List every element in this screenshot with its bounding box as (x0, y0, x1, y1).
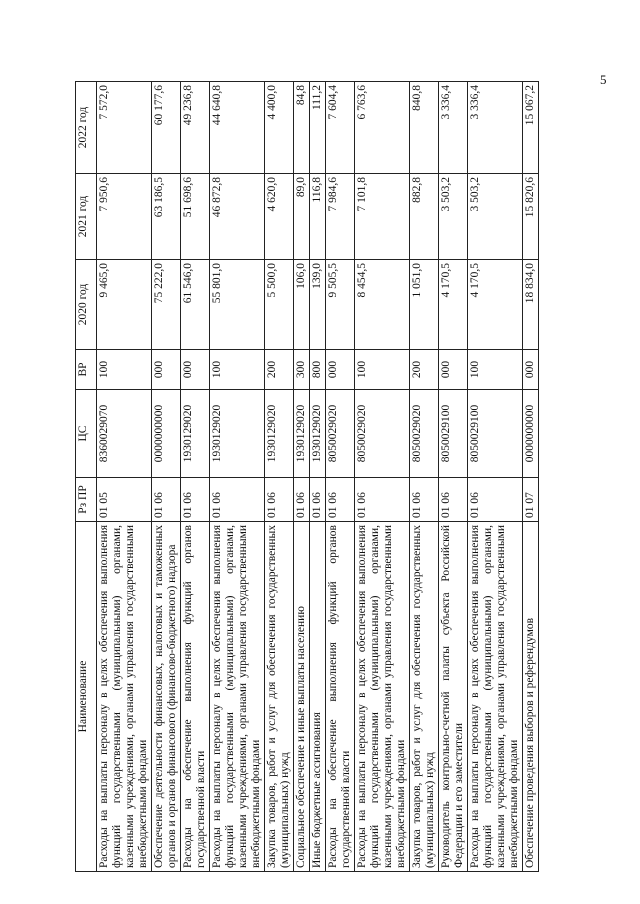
cell-name: Руководитель контрольно-счетной палаты субъекта Российской Федерации и его заместители (439, 522, 468, 872)
cell-rzpr (410, 478, 439, 522)
cell-pr: 06 (295, 492, 307, 504)
cell-y2021: 63 186,5 (152, 174, 181, 260)
rotated-table (75, 82, 555, 872)
cell-cs: 1930129020 (294, 390, 310, 478)
cell-cs: 8360029070 (97, 390, 152, 478)
cell-pr: 06 (182, 492, 194, 504)
cell-y2022: 49 236,8 (181, 82, 210, 174)
cell-rzpr (326, 478, 355, 522)
cell-pr: 06 (327, 492, 339, 504)
cell-vr: 100 (468, 350, 523, 390)
cell-y2021: 7 984,6 (326, 174, 355, 260)
cell-y2020: 75 222,0 (152, 260, 181, 350)
table-row (265, 82, 294, 872)
cell-y2020: 8 454,5 (355, 260, 410, 350)
page-number: 5 (600, 72, 607, 87)
cell-y2020: 4 170,5 (468, 260, 523, 350)
cell-rz: 01 (327, 506, 339, 518)
cell-y2022: 15 067,2 (523, 82, 539, 174)
cell-rzpr (152, 478, 181, 522)
cell-name: Расходы на выплаты персоналу в целях обеспечения выполнения функций государственными (муниципальными) органами, казенными учреждениями, органами управления государственными внебюджетными фондами (468, 522, 523, 872)
cell-name: Расходы на выплаты персоналу в целях обеспечения выполнения функций государственными (муниципальными) органами, казенными учреждениями, органами управления государственными внебюджетными фондами (210, 522, 265, 872)
cell-rzpr (523, 478, 539, 522)
cell-y2021: 46 872,8 (210, 174, 265, 260)
cell-pr: 06 (440, 492, 452, 504)
cell-rz: 01 (469, 506, 481, 518)
cell-y2021: 15 820,6 (523, 174, 539, 260)
cell-pr: 06 (266, 492, 278, 504)
cell-name: Обеспечение деятельности финансовых, налоговых и таможенных органов и органов финансового (финансово-бюджетного) надзора (152, 522, 181, 872)
table-row (523, 82, 539, 872)
cell-y2021: 3 503,2 (468, 174, 523, 260)
cell-vr: 100 (210, 350, 265, 390)
table-row (97, 82, 152, 872)
cell-cs: 1930129020 (210, 390, 265, 478)
cell-vr: 800 (310, 350, 326, 390)
cell-pr: 07 (524, 492, 536, 504)
cell-rzpr (468, 478, 523, 522)
cell-name: Закупка товаров, работ и услуг для обеспечения государственных (муниципальных) нужд (265, 522, 294, 872)
cell-rz: 01 (311, 506, 323, 518)
cell-y2022: 7 604,4 (326, 82, 355, 174)
table-row (294, 82, 310, 872)
cell-vr: 000 (152, 350, 181, 390)
budget-table (75, 81, 539, 872)
cell-rz: 01 (411, 506, 423, 518)
cell-y2022: 6 763,6 (355, 82, 410, 174)
cell-pr: 06 (211, 492, 223, 504)
cell-rzpr (310, 478, 326, 522)
cell-pr: 06 (153, 492, 165, 504)
cell-cs: 8050029020 (410, 390, 439, 478)
cell-rz: 01 (356, 506, 368, 518)
table-row (210, 82, 265, 872)
cell-pr: 06 (469, 492, 481, 504)
cell-y2022: 7 572,0 (97, 82, 152, 174)
header-2020: 2020 год (76, 260, 97, 350)
cell-rzpr (439, 478, 468, 522)
cell-vr: 000 (181, 350, 210, 390)
cell-vr: 100 (97, 350, 152, 390)
cell-y2020: 139,0 (310, 260, 326, 350)
cell-name: Обеспечение проведения выборов и референдумов (523, 522, 539, 872)
cell-rzpr (181, 478, 210, 522)
table-row (410, 82, 439, 872)
cell-pr: 06 (411, 492, 423, 504)
cell-name: Расходы на обеспечение выполнения функций органов государственной власти (181, 522, 210, 872)
cell-rz: 01 (266, 506, 278, 518)
header-rzpr: Рз ПР (76, 478, 97, 522)
table-row (355, 82, 410, 872)
cell-rzpr (355, 478, 410, 522)
table-row (310, 82, 326, 872)
cell-rz: 01 (182, 506, 194, 518)
cell-vr: 300 (294, 350, 310, 390)
cell-pr: 06 (356, 492, 368, 504)
cell-vr: 000 (523, 350, 539, 390)
cell-vr: 200 (265, 350, 294, 390)
table-row (152, 82, 181, 872)
header-2021: 2021 год (76, 174, 97, 260)
cell-cs: 8050029100 (468, 390, 523, 478)
cell-y2022: 3 336,4 (468, 82, 523, 174)
cell-pr: 06 (311, 492, 323, 504)
cell-y2021: 116,8 (310, 174, 326, 260)
cell-y2021: 4 620,0 (265, 174, 294, 260)
cell-y2022: 84,8 (294, 82, 310, 174)
table-row (468, 82, 523, 872)
cell-y2021: 89,0 (294, 174, 310, 260)
cell-y2021: 3 503,2 (439, 174, 468, 260)
cell-y2020: 9 505,5 (326, 260, 355, 350)
cell-vr: 200 (410, 350, 439, 390)
cell-rz: 01 (211, 506, 223, 518)
cell-y2022: 3 336,4 (439, 82, 468, 174)
header-vr: ВР (76, 350, 97, 390)
cell-cs: 8050029100 (439, 390, 468, 478)
header-cs: ЦС (76, 390, 97, 478)
cell-rzpr (294, 478, 310, 522)
cell-rzpr (210, 478, 265, 522)
cell-y2022: 840,8 (410, 82, 439, 174)
cell-cs: 0000000000 (523, 390, 539, 478)
cell-rz: 01 (524, 506, 536, 518)
cell-rz: 01 (98, 506, 110, 518)
cell-y2020: 5 500,0 (265, 260, 294, 350)
table-row (181, 82, 210, 872)
budget-table-container (75, 82, 555, 872)
cell-rz: 01 (295, 506, 307, 518)
cell-y2020: 4 170,5 (439, 260, 468, 350)
cell-vr: 100 (355, 350, 410, 390)
cell-y2022: 111,2 (310, 82, 326, 174)
table-header-row (76, 82, 97, 872)
cell-cs: 8050029020 (326, 390, 355, 478)
cell-y2021: 51 698,6 (181, 174, 210, 260)
cell-y2020: 61 546,0 (181, 260, 210, 350)
cell-y2020: 1 051,0 (410, 260, 439, 350)
cell-y2020: 106,0 (294, 260, 310, 350)
cell-pr: 05 (98, 492, 110, 504)
cell-name: Расходы на выплаты персоналу в целях обеспечения выполнения функций государственными (муниципальными) органами, казенными учреждениями, органами управления государственными внебюджетными фондами (97, 522, 152, 872)
cell-name: Социальное обеспечение и иные выплаты населению (294, 522, 310, 872)
cell-y2021: 7 950,6 (97, 174, 152, 260)
cell-vr: 000 (439, 350, 468, 390)
cell-cs: 1930129020 (310, 390, 326, 478)
cell-cs: 1930129020 (181, 390, 210, 478)
cell-name: Расходы на обеспечение выполнения функций органов государственной власти (326, 522, 355, 872)
cell-y2020: 18 834,0 (523, 260, 539, 350)
cell-y2022: 60 177,6 (152, 82, 181, 174)
table-row (439, 82, 468, 872)
cell-cs: 8050029020 (355, 390, 410, 478)
cell-rzpr (97, 478, 152, 522)
cell-rzpr (265, 478, 294, 522)
cell-rz: 01 (153, 506, 165, 518)
cell-name: Закупка товаров, работ и услуг для обеспечения государственных (муниципальных) нужд (410, 522, 439, 872)
cell-y2021: 7 101,8 (355, 174, 410, 260)
cell-cs: 0000000000 (152, 390, 181, 478)
cell-y2020: 55 801,0 (210, 260, 265, 350)
header-name: Наименование (76, 522, 97, 872)
table-body (97, 82, 539, 872)
header-2022: 2022 год (76, 82, 97, 174)
cell-name: Расходы на выплаты персоналу в целях обеспечения выполнения функций государственными (муниципальными) органами, казенными учреждениями, органами управления государственными внебюджетными фондами (355, 522, 410, 872)
cell-vr: 000 (326, 350, 355, 390)
cell-y2022: 4 400,0 (265, 82, 294, 174)
table-row (326, 82, 355, 872)
cell-y2020: 9 465,0 (97, 260, 152, 350)
cell-name: Иные бюджетные ассигнования (310, 522, 326, 872)
cell-y2021: 882,8 (410, 174, 439, 260)
cell-cs: 1930129020 (265, 390, 294, 478)
cell-y2022: 44 640,8 (210, 82, 265, 174)
cell-rz: 01 (440, 506, 452, 518)
